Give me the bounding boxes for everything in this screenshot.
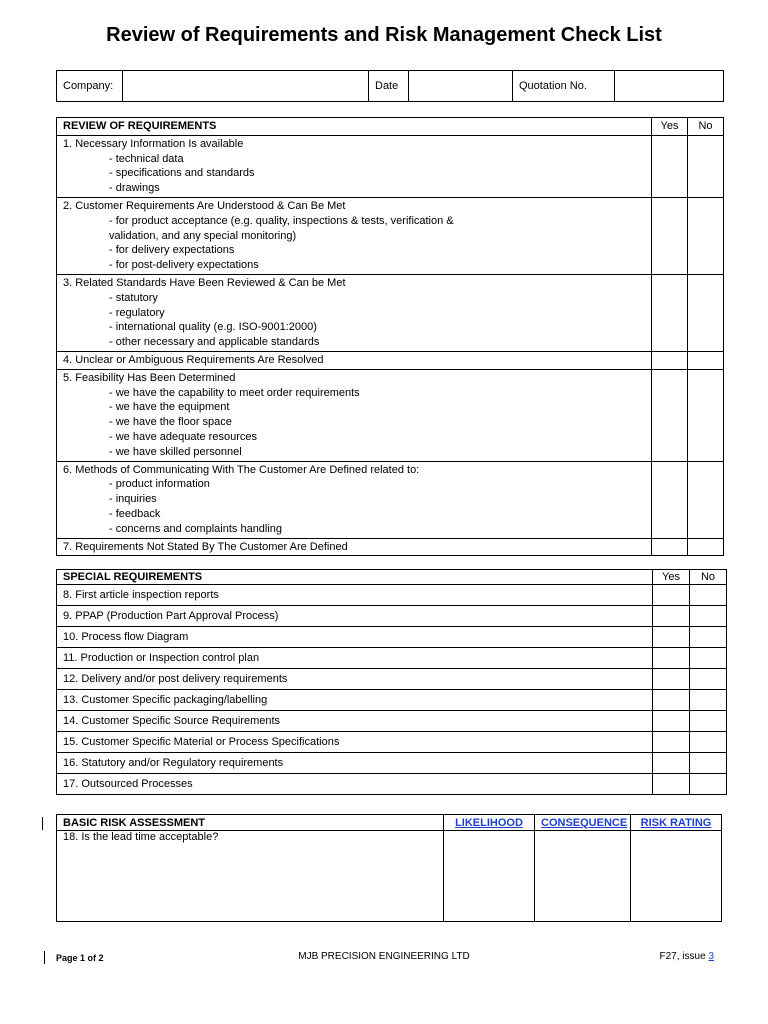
likelihood-link[interactable]: LIKELIHOOD (444, 815, 535, 831)
special-item: 9. PPAP (Production Part Approval Process) (57, 606, 653, 627)
consequence-cell[interactable] (535, 831, 631, 922)
no-checkbox-cell[interactable] (688, 351, 724, 369)
review-item-title: 4. Unclear or Ambiguous Requirements Are Resolved (63, 353, 324, 366)
yes-checkbox-cell[interactable] (652, 538, 688, 556)
review-row (57, 538, 724, 556)
risk-assessment-table (56, 814, 722, 922)
no-checkbox-cell[interactable] (690, 732, 727, 753)
review-sub-item: - for delivery expectations (109, 244, 235, 257)
review-sub-item: - we have the capability to meet order requirements (109, 386, 360, 399)
no-column-header: No (690, 570, 727, 585)
special-row (57, 648, 727, 669)
special-item: 8. First article inspection reports (57, 585, 653, 606)
review-item (57, 538, 652, 556)
review-item (57, 274, 652, 351)
yes-checkbox-cell[interactable] (653, 690, 690, 711)
yes-checkbox-cell[interactable] (652, 135, 688, 197)
review-requirements-table (56, 117, 724, 556)
no-checkbox-cell[interactable] (688, 538, 724, 556)
yes-checkbox-cell[interactable] (653, 627, 690, 648)
quotation-field[interactable] (615, 71, 724, 102)
review-sub-item: - we have skilled personnel (109, 445, 242, 458)
review-row (57, 461, 724, 538)
special-row (57, 606, 727, 627)
company-footer: MJB PRECISION ENGINEERING LTD (298, 951, 470, 962)
special-row (57, 774, 727, 795)
yes-column-header: Yes (652, 118, 688, 136)
yes-checkbox-cell[interactable] (653, 732, 690, 753)
date-label: Date (369, 71, 409, 102)
review-sub-item: - concerns and complaints handling (109, 522, 283, 535)
review-row (57, 197, 724, 274)
no-checkbox-cell[interactable] (690, 690, 727, 711)
review-sub-item: - technical data (109, 152, 184, 165)
review-row (57, 369, 724, 461)
review-sub-item: - product information (109, 478, 210, 491)
no-checkbox-cell[interactable] (690, 606, 727, 627)
no-checkbox-cell[interactable] (688, 135, 724, 197)
review-item (57, 461, 652, 538)
no-checkbox-cell[interactable] (690, 774, 727, 795)
review-sub-item: - feedback (109, 507, 161, 520)
yes-checkbox-cell[interactable] (653, 669, 690, 690)
special-row (57, 690, 727, 711)
special-item: 12. Delivery and/or post delivery requirements (57, 669, 653, 690)
review-sub-item: - we have adequate resources (109, 430, 257, 443)
review-item-title: 2. Customer Requirements Are Understood & Can Be Met (63, 199, 346, 212)
review-sub-item: - specifications and standards (109, 167, 255, 180)
yes-checkbox-cell[interactable] (652, 351, 688, 369)
yes-checkbox-cell[interactable] (652, 197, 688, 274)
special-item: 10. Process flow Diagram (57, 627, 653, 648)
review-item-title: 5. Feasibility Has Been Determined (63, 371, 236, 384)
issue-link[interactable]: 3 (708, 951, 714, 962)
review-sub-item: - drawings (109, 182, 160, 195)
special-item: 13. Customer Specific packaging/labelling (57, 690, 653, 711)
form-label: F27, issue (659, 951, 709, 962)
special-row (57, 669, 727, 690)
risk-heading: BASIC RISK ASSESSMENT (57, 815, 444, 831)
likelihood-cell[interactable] (444, 831, 535, 922)
risk-item: 18. Is the lead time acceptable? (57, 831, 444, 922)
yes-column-header: Yes (653, 570, 690, 585)
no-checkbox-cell[interactable] (690, 711, 727, 732)
special-item: 14. Customer Specific Source Requirements (57, 711, 653, 732)
no-column-header: No (688, 118, 724, 136)
document-title: Review of Requirements and Risk Management Check List (106, 24, 662, 46)
review-item (57, 135, 652, 197)
form-reference (660, 951, 714, 962)
special-heading: SPECIAL REQUIREMENTS (57, 570, 653, 585)
quotation-label: Quotation No. (513, 71, 615, 102)
no-checkbox-cell[interactable] (688, 461, 724, 538)
review-row (57, 135, 724, 197)
yes-checkbox-cell[interactable] (653, 711, 690, 732)
yes-checkbox-cell[interactable] (653, 774, 690, 795)
yes-checkbox-cell[interactable] (653, 606, 690, 627)
header-table (56, 70, 724, 102)
review-item (57, 351, 652, 369)
review-sub-item: - for product acceptance (e.g. quality, inspections & tests, verification & (109, 214, 454, 227)
special-row (57, 585, 727, 606)
special-row (57, 627, 727, 648)
no-checkbox-cell[interactable] (688, 369, 724, 461)
review-item (57, 369, 652, 461)
review-heading: REVIEW OF REQUIREMENTS (57, 118, 652, 136)
yes-checkbox-cell[interactable] (653, 585, 690, 606)
no-checkbox-cell[interactable] (690, 627, 727, 648)
yes-checkbox-cell[interactable] (653, 648, 690, 669)
review-item-title: 3. Related Standards Have Been Reviewed & Can be Met (63, 276, 346, 289)
review-sub-item: - we have the equipment (109, 401, 230, 414)
no-checkbox-cell[interactable] (690, 585, 727, 606)
review-sub-item: - inquiries (109, 493, 157, 506)
review-sub-item: - other necessary and applicable standards (109, 336, 320, 349)
special-item: 11. Production or Inspection control plan (57, 648, 653, 669)
no-checkbox-cell[interactable] (690, 753, 727, 774)
risk-rating-cell[interactable] (631, 831, 722, 922)
review-sub-item: - we have the floor space (109, 416, 232, 429)
no-checkbox-cell[interactable] (690, 669, 727, 690)
yes-checkbox-cell[interactable] (653, 753, 690, 774)
consequence-link[interactable]: CONSEQUENCE (535, 815, 631, 831)
review-item (57, 197, 652, 274)
review-sub-item: - international quality (e.g. ISO-9001:2000) (109, 321, 317, 334)
company-field[interactable] (123, 71, 369, 102)
review-item-title: 7. Requirements Not Stated By The Customer Are Defined (63, 540, 348, 553)
special-row (57, 753, 727, 774)
special-item: 16. Statutory and/or Regulatory requirements (57, 753, 653, 774)
yes-checkbox-cell[interactable] (652, 461, 688, 538)
no-checkbox-cell[interactable] (688, 197, 724, 274)
yes-checkbox-cell[interactable] (652, 274, 688, 351)
risk-rating-link[interactable]: RISK RATING (631, 815, 722, 831)
page-number: Page 1 of 2 (56, 953, 104, 963)
special-row (57, 732, 727, 753)
yes-checkbox-cell[interactable] (652, 369, 688, 461)
company-label: Company: (57, 71, 123, 102)
no-checkbox-cell[interactable] (690, 648, 727, 669)
text-cursor-mark (42, 817, 43, 830)
review-item-title: 6. Methods of Communicating With The Customer Are Defined related to: (63, 463, 420, 476)
no-checkbox-cell[interactable] (688, 274, 724, 351)
special-row (57, 711, 727, 732)
review-row (57, 351, 724, 369)
review-item-title: 1. Necessary Information Is available (63, 137, 244, 150)
special-item: 15. Customer Specific Material or Process Specifications (57, 732, 653, 753)
special-item: 17. Outsourced Processes (57, 774, 653, 795)
review-sub-item: - regulatory (109, 306, 165, 319)
special-requirements-table (56, 569, 727, 795)
review-sub-item: validation, and any special monitoring) (109, 229, 297, 242)
date-field[interactable] (409, 71, 513, 102)
review-row (57, 274, 724, 351)
review-sub-item: - statutory (109, 291, 158, 304)
review-sub-item: - for post-delivery expectations (109, 259, 259, 272)
